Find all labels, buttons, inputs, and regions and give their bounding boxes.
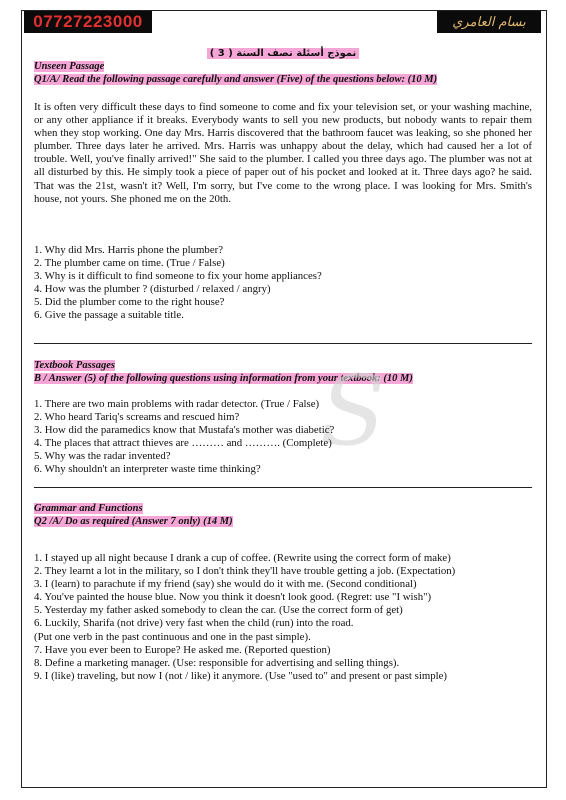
list-item: 2. The plumber came on time. (True / False) — [34, 257, 225, 270]
author-banner — [437, 11, 541, 33]
list-item: 3. Why is it difficult to find someone to fix your home appliances? — [34, 270, 322, 283]
list-item: 6. Why shouldn't an interpreter waste time thinking? — [34, 463, 261, 476]
section3-question — [34, 515, 233, 528]
section1-question-text: Q1/A/ Read the following passage carefully and answer (Five) of the questions below: (10 M) — [34, 74, 438, 85]
section1-heading-text: Unseen Passage — [34, 61, 105, 72]
unseen-passage: It is often very difficult these days to find someone to come and fix your television set, or your washing machine, or any other appliance if it breaks. Everybody wants to sell you new products, but nobody wants to repair them when they stop working. One day Mrs. Harris discovered that the bathroom faucet was leaking, so she phoned her plumber. Three days later he arrived. Mrs. Harris was unhappy about the delay, which had caused her a lot of trouble. Well, you've finally arrived!" She said to the plumber. I called you three days ago. The plumber was not at all disturbed by this. He simply took a piece of paper out of his pocket and looked at it. Three days ago? he said. That was the 21st, wasn't it? Well, I'm sorry, but I've come to the wrong place. I was looking for Mrs. Smith's house, not yours. She phoned me on the 20th. — [34, 101, 532, 205]
section1-questions — [34, 244, 322, 323]
document-title — [0, 43, 566, 61]
phone-number-banner — [24, 11, 152, 33]
author-name: بسام العامري — [452, 14, 526, 30]
list-item: 2. Who heard Tariq's screams and rescued him? — [34, 411, 240, 424]
list-item: (Put one verb in the past continuous and one in the past simple). — [34, 630, 311, 643]
section-divider — [34, 343, 532, 344]
phone-number: 07727223000 — [33, 12, 143, 31]
list-item: 2. They learnt a lot in the military, so I don't think they'll have trouble getting a job. (Expectation) — [34, 565, 456, 578]
list-item: 9. I (like) traveling, but now I (not / like) it anymore. (Use "used to" and present or past simple) — [34, 669, 447, 682]
section3-heading-text: Grammar and Functions — [34, 503, 143, 514]
list-item: 3. How did the paramedics know that Mustafa's mother was diabetic? — [34, 424, 335, 437]
list-item: 5. Yesterday my father asked somebody to clean the car. (Use the correct form of get) — [34, 604, 403, 617]
section3-question-text: Q2 /A/ Do as required (Answer 7 only) (14 M) — [34, 516, 233, 527]
section2-questions — [34, 398, 334, 477]
list-item: 7. Have you ever been to Europe? He asked me. (Reported question) — [34, 643, 331, 656]
list-item: 4. You've painted the house blue. Now you think it doesn't look good. (Regret: use "I wish") — [34, 591, 432, 604]
list-item: 4. The places that attract thieves are ……… and ………. (Complete) — [34, 437, 332, 450]
list-item: 1. There are two main problems with radar detector. (True / False) — [34, 398, 320, 410]
list-item: 8. Define a marketing manager. (Use: responsible for advertising and selling things). — [34, 656, 400, 669]
list-item: 6. Luckily, Sharifa (not drive) very fast when the child (run) into the road. — [34, 617, 354, 630]
section1-question — [34, 73, 437, 86]
section-divider — [34, 487, 532, 488]
list-item: 5. Why was the radar invented? — [34, 450, 171, 463]
section2-heading — [34, 359, 115, 372]
section2-question-text: B / Answer (5) of the following questions using information from your textbook: (10 M) — [34, 373, 413, 384]
list-item: 4. How was the plumber ? (disturbed / relaxed / angry) — [34, 283, 271, 296]
list-item: 5. Did the plumber come to the right house? — [34, 296, 225, 309]
watermark-logo: S — [320, 355, 386, 467]
document-title-text: نموذج أسئلة نصف السنة ( 3 ) — [207, 48, 360, 59]
list-item: 1. Why did Mrs. Harris phone the plumber? — [34, 244, 224, 256]
list-item: 6. Give the passage a suitable title. — [34, 309, 184, 322]
list-item: 1. I stayed up all night because I drank a cup of coffee. (Rewrite using the correct form of make) — [34, 552, 451, 564]
section3-heading — [34, 502, 143, 515]
section3-questions — [34, 552, 455, 683]
section2-heading-text: Textbook Passages — [34, 360, 115, 371]
section1-heading — [34, 60, 104, 73]
list-item: 3. I (learn) to parachute if my friend (say) she would do it with me. (Second conditional) — [34, 578, 417, 591]
